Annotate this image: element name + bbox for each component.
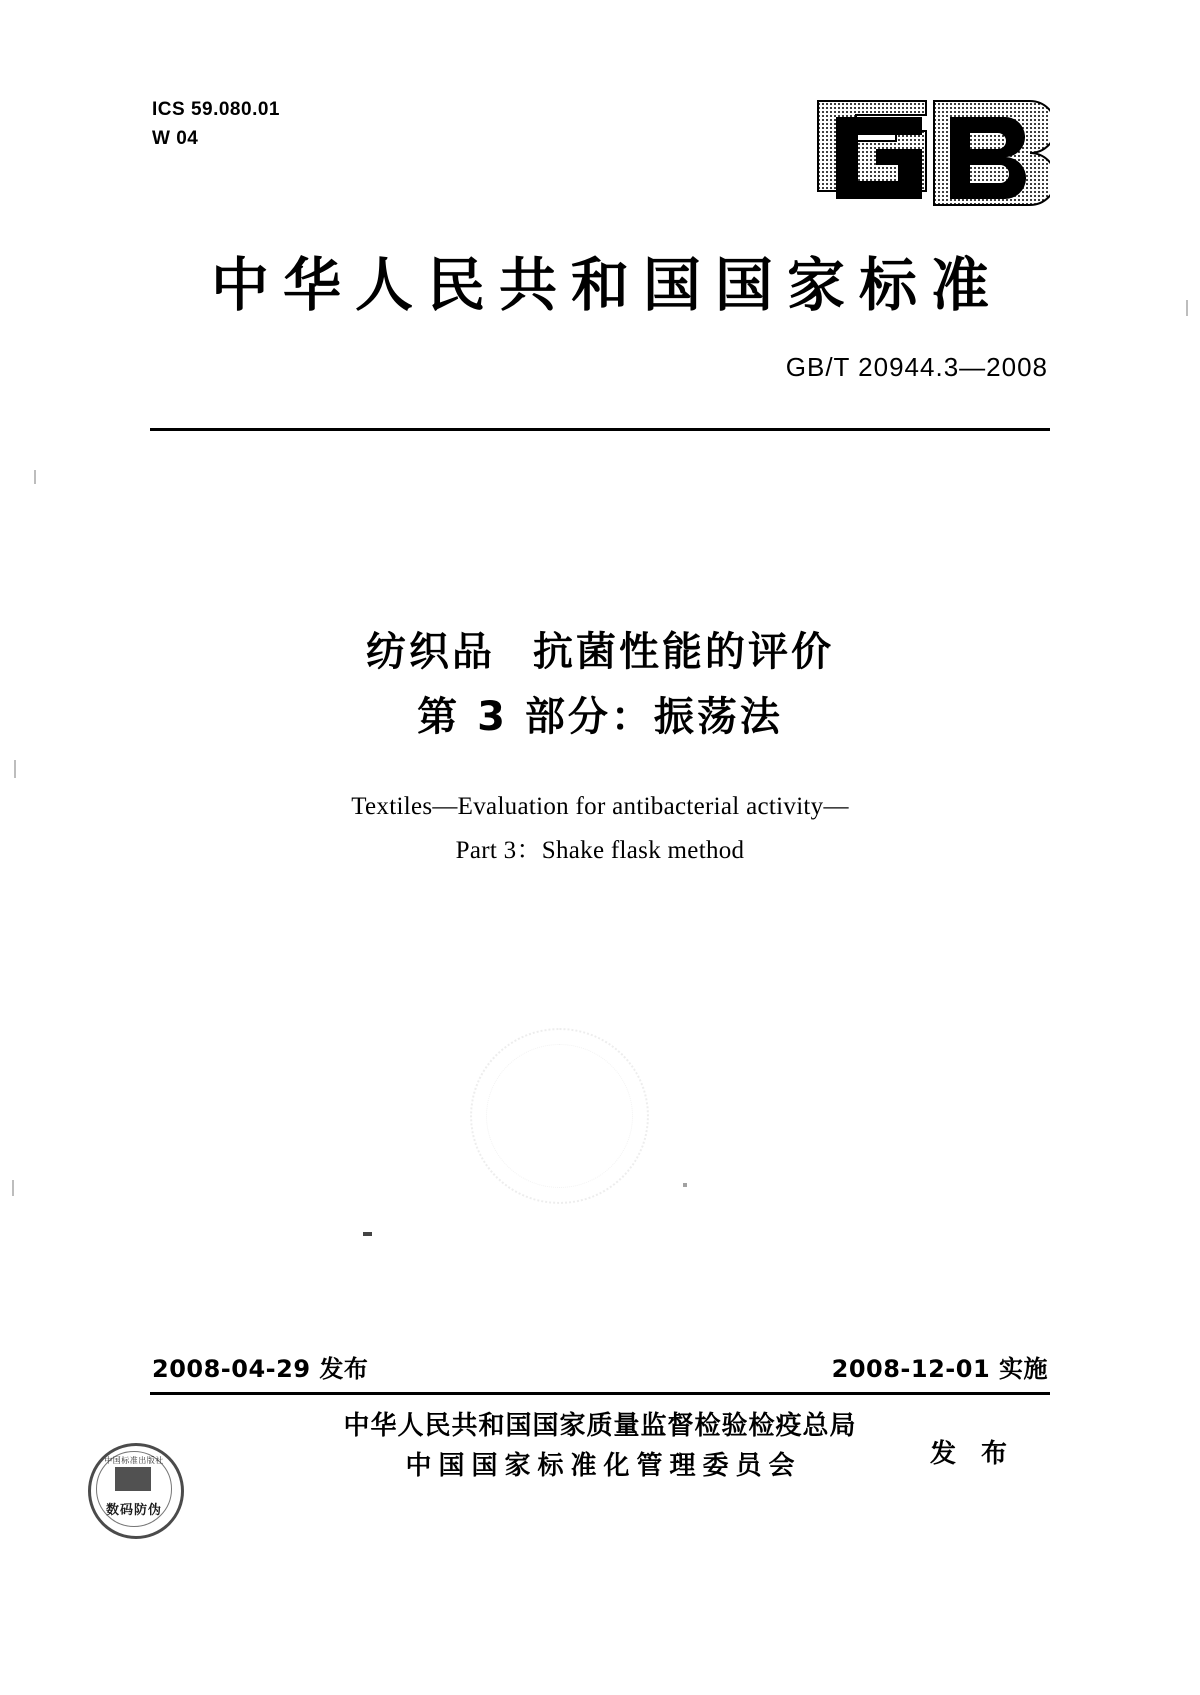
- scan-speck: [363, 1232, 372, 1236]
- header-divider: [150, 428, 1050, 431]
- document-title-english: [0, 785, 1200, 873]
- anti-counterfeit-seal-icon: [82, 1437, 190, 1545]
- publisher-line-2: 中国国家标准化管理委员会: [405, 1451, 802, 1482]
- title-cn-subject: 纺织品: [366, 629, 495, 675]
- ics-code: ICS 59.080.01: [152, 99, 280, 120]
- seal-label: 数码防伪: [105, 1503, 162, 1518]
- gb-emblem-icon: [810, 95, 1050, 230]
- scan-edge-mark: [12, 1180, 14, 1196]
- scan-speck: [683, 1183, 687, 1187]
- title-en-line2: Part 3：Shake flask method: [455, 836, 745, 864]
- document-title-chinese: [0, 620, 1200, 750]
- seal-center-mark: [115, 1467, 151, 1491]
- publisher-release-label: 发 布: [929, 1439, 1015, 1469]
- title-cn-line1: [0, 620, 1200, 685]
- issue-date: 2008-04-29 发布: [152, 1355, 369, 1383]
- ics-classification-block: [152, 96, 280, 153]
- national-standard-heading: 中华人民共和国国家标准: [210, 251, 1003, 319]
- classification-code: W 04: [152, 127, 199, 149]
- standard-number: GB/T 20944.3—2008: [785, 352, 1048, 382]
- title-cn-line2: 第 3 部分：振荡法: [417, 693, 783, 740]
- implementation-date: 2008-12-01 实施: [831, 1355, 1048, 1383]
- publisher-line-1: 中华人民共和国国家质量监督检验检疫总局: [343, 1411, 857, 1441]
- footer-divider: [150, 1392, 1050, 1395]
- seal-arc-text: 中国标准出版社: [104, 1456, 164, 1465]
- scan-edge-mark: [14, 760, 16, 778]
- faint-watermark: [470, 1028, 649, 1204]
- title-en-line1: Textiles—Evaluation for antibacterial activity—: [351, 793, 849, 820]
- scan-edge-mark: [34, 470, 36, 484]
- title-cn-topic: 抗菌性能的评价: [533, 629, 834, 675]
